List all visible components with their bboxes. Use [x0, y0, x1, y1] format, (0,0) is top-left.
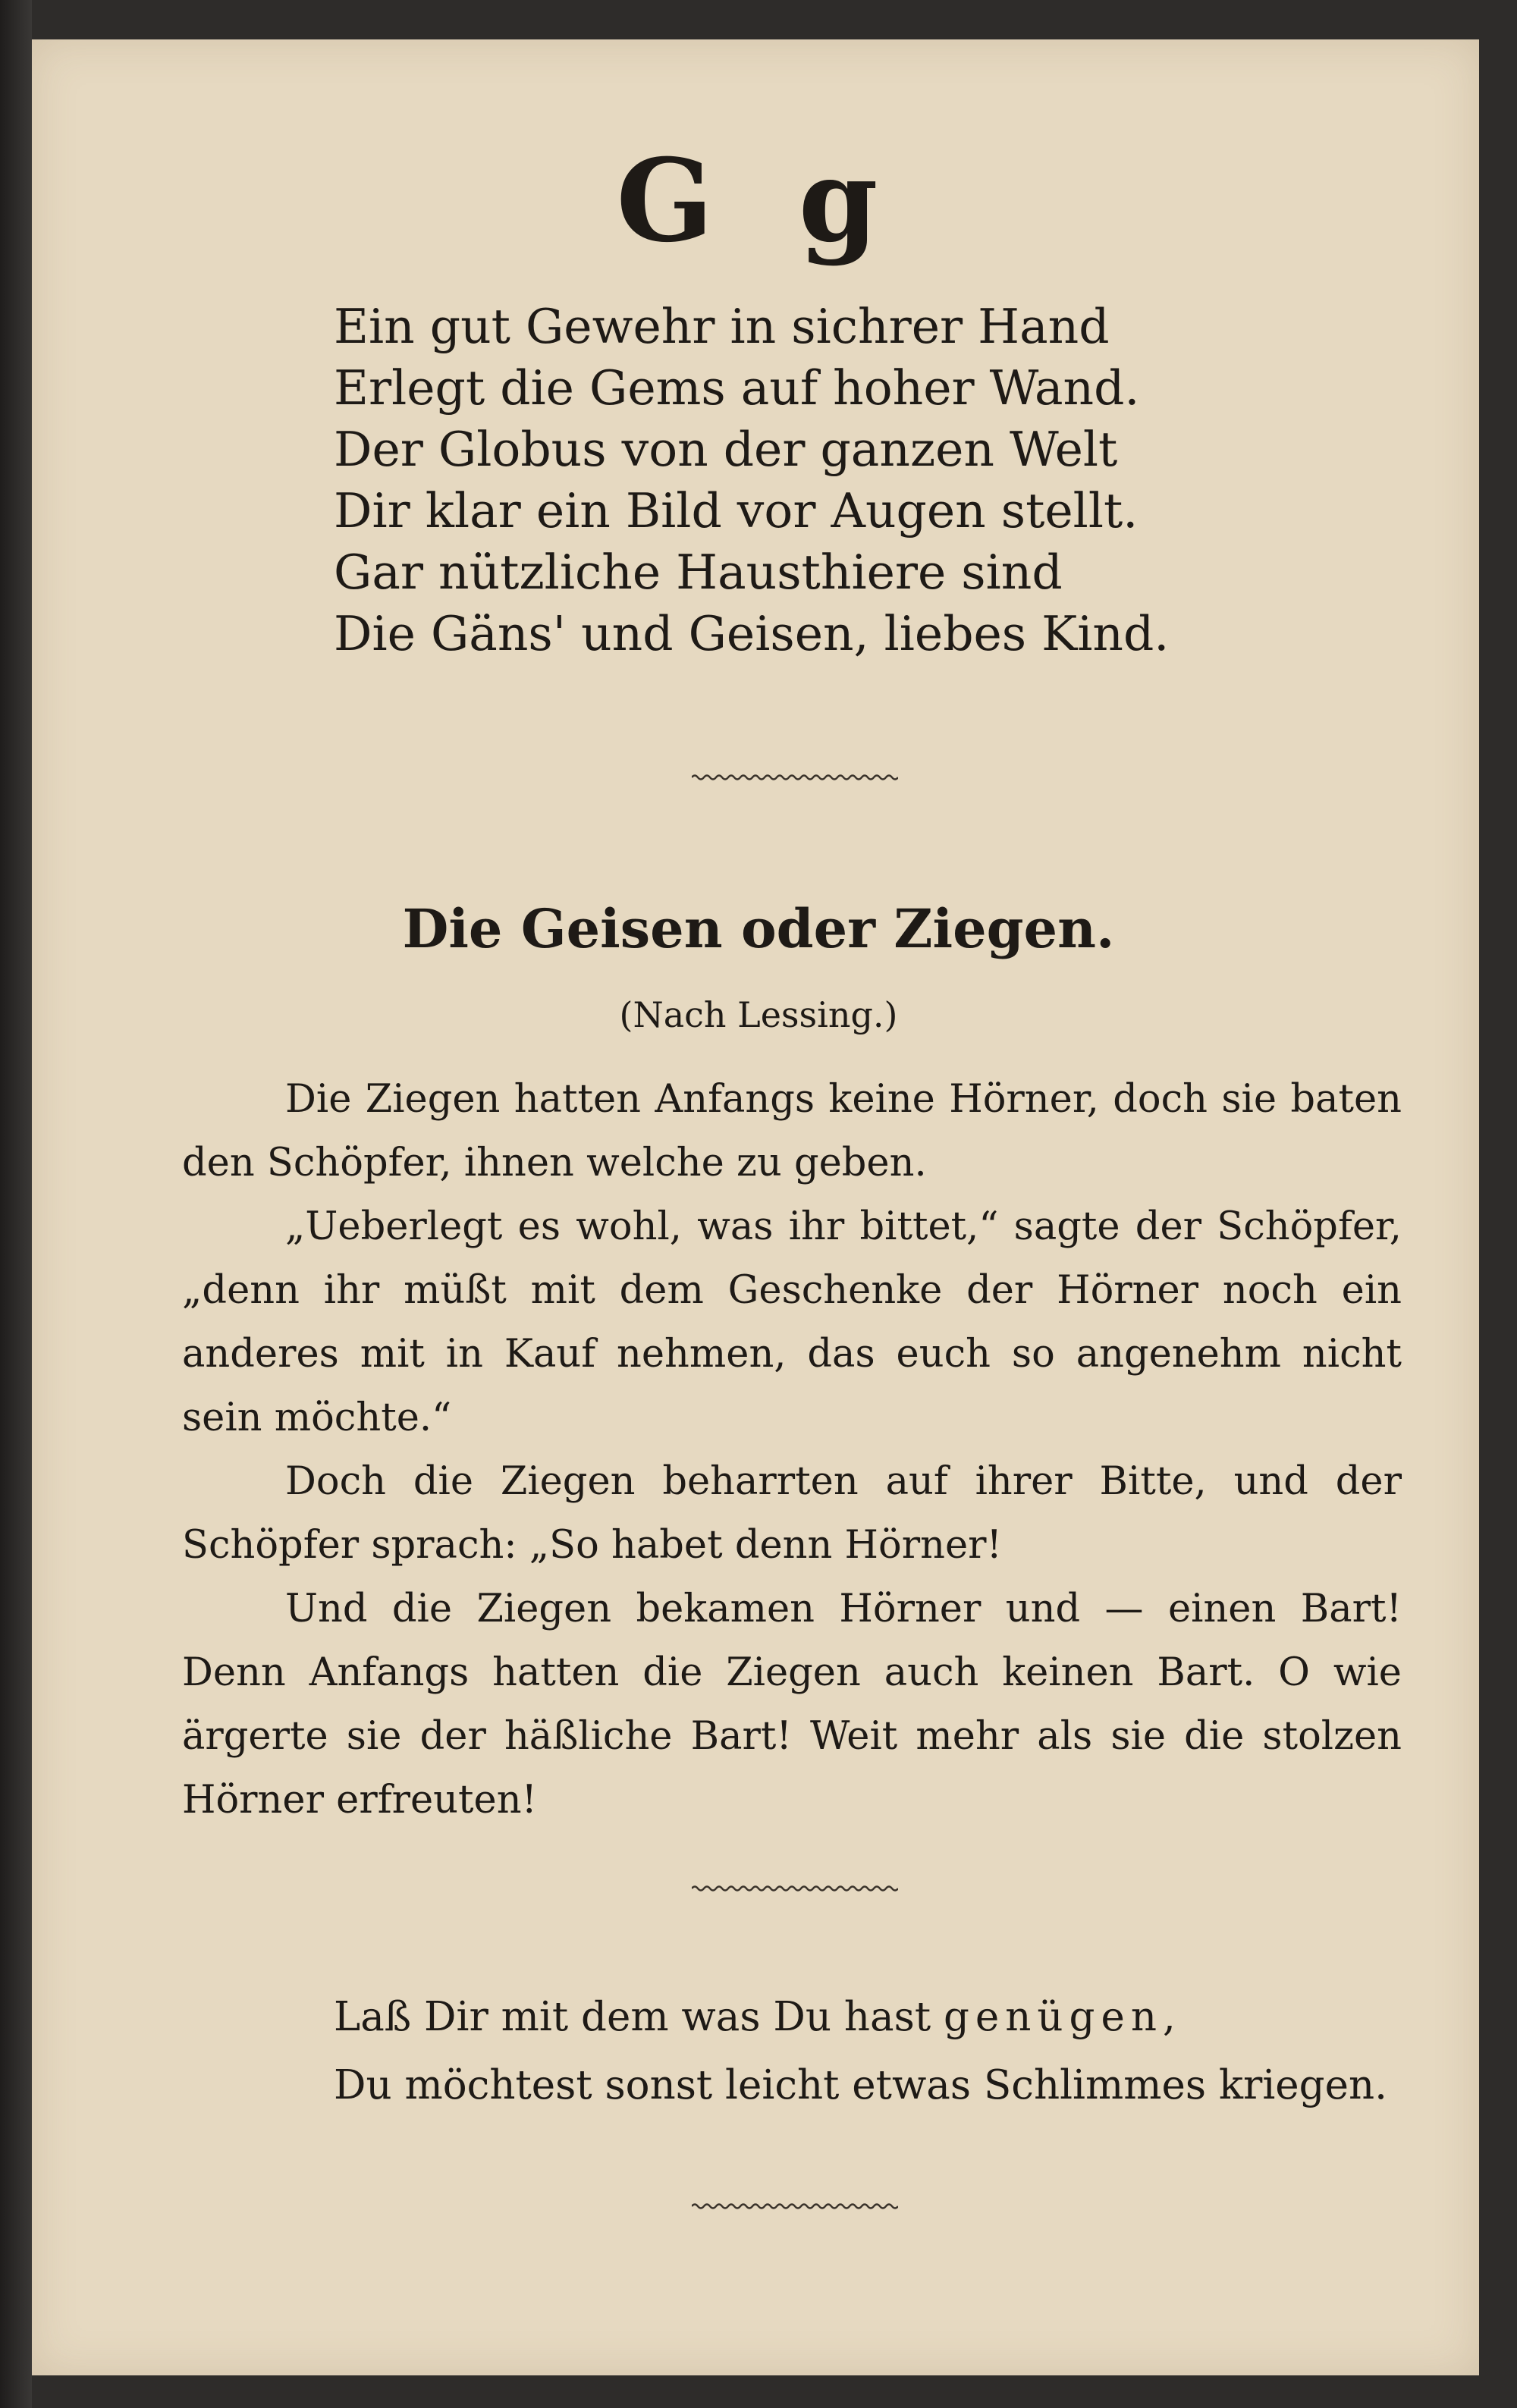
moral-line: Du möchtest sonst leicht etwas Schlimmes kriegen.	[334, 2062, 1387, 2108]
alphabet-poem	[334, 296, 1320, 664]
poem-line: Gar nützliche Hausthiere sind	[334, 545, 1063, 600]
story-paragraph: Und die Ziegen bekamen Hörner und — einen Bart! Denn Anfangs hatten die Ziegen auch keinen Bart. O wie ärgerte sie der häßliche Bart! Weit mehr als sie die stolzen Hörner erfreuten!	[182, 1587, 1402, 1822]
ornamental-divider	[692, 1883, 898, 1894]
ornamental-divider	[692, 2201, 898, 2212]
poem-line: Die Gäns' und Geisen, liebes Kind.	[334, 606, 1170, 661]
moral-emphasized-word: genügen,	[943, 1994, 1182, 2040]
story-subtitle: (Nach Lessing.)	[619, 994, 898, 1035]
moral-verse	[334, 1983, 1396, 2120]
story-paragraph: Die Ziegen hatten Anfangs keine Hörner, doch sie baten den Schöpfer, ihnen welche zu geben.	[182, 1077, 1402, 1185]
poem-line: Der Globus von der ganzen Welt	[334, 422, 1118, 477]
story-text	[182, 1068, 1402, 1832]
moral-line	[334, 1983, 1396, 2052]
story-title: Die Geisen oder Ziegen.	[402, 897, 1115, 960]
poem-line: Erlegt die Gems auf hoher Wand.	[334, 360, 1140, 416]
story-paragraph: Doch die Ziegen beharrten auf ihrer Bitte, und der Schöpfer sprach: „So habet denn Hörner!	[182, 1459, 1402, 1568]
moral-line-text: Laß Dir mit dem was Du hast	[334, 1994, 944, 2040]
poem-line: Ein gut Gewehr in sichrer Hand	[334, 299, 1110, 354]
letter-heading: G g	[616, 134, 901, 268]
book-spine-edge	[0, 0, 32, 2408]
story-paragraph: „Ueberlegt es wohl, was ihr bittet,“ sagte der Schöpfer, „denn ihr müßt mit dem Geschenke der Hörner noch ein anderes mit in Kauf nehmen, das euch so angenehm nicht sein möchte.“	[182, 1204, 1402, 1440]
poem-line: Dir klar ein Bild vor Augen stellt.	[334, 483, 1139, 538]
ornamental-divider	[692, 772, 898, 783]
